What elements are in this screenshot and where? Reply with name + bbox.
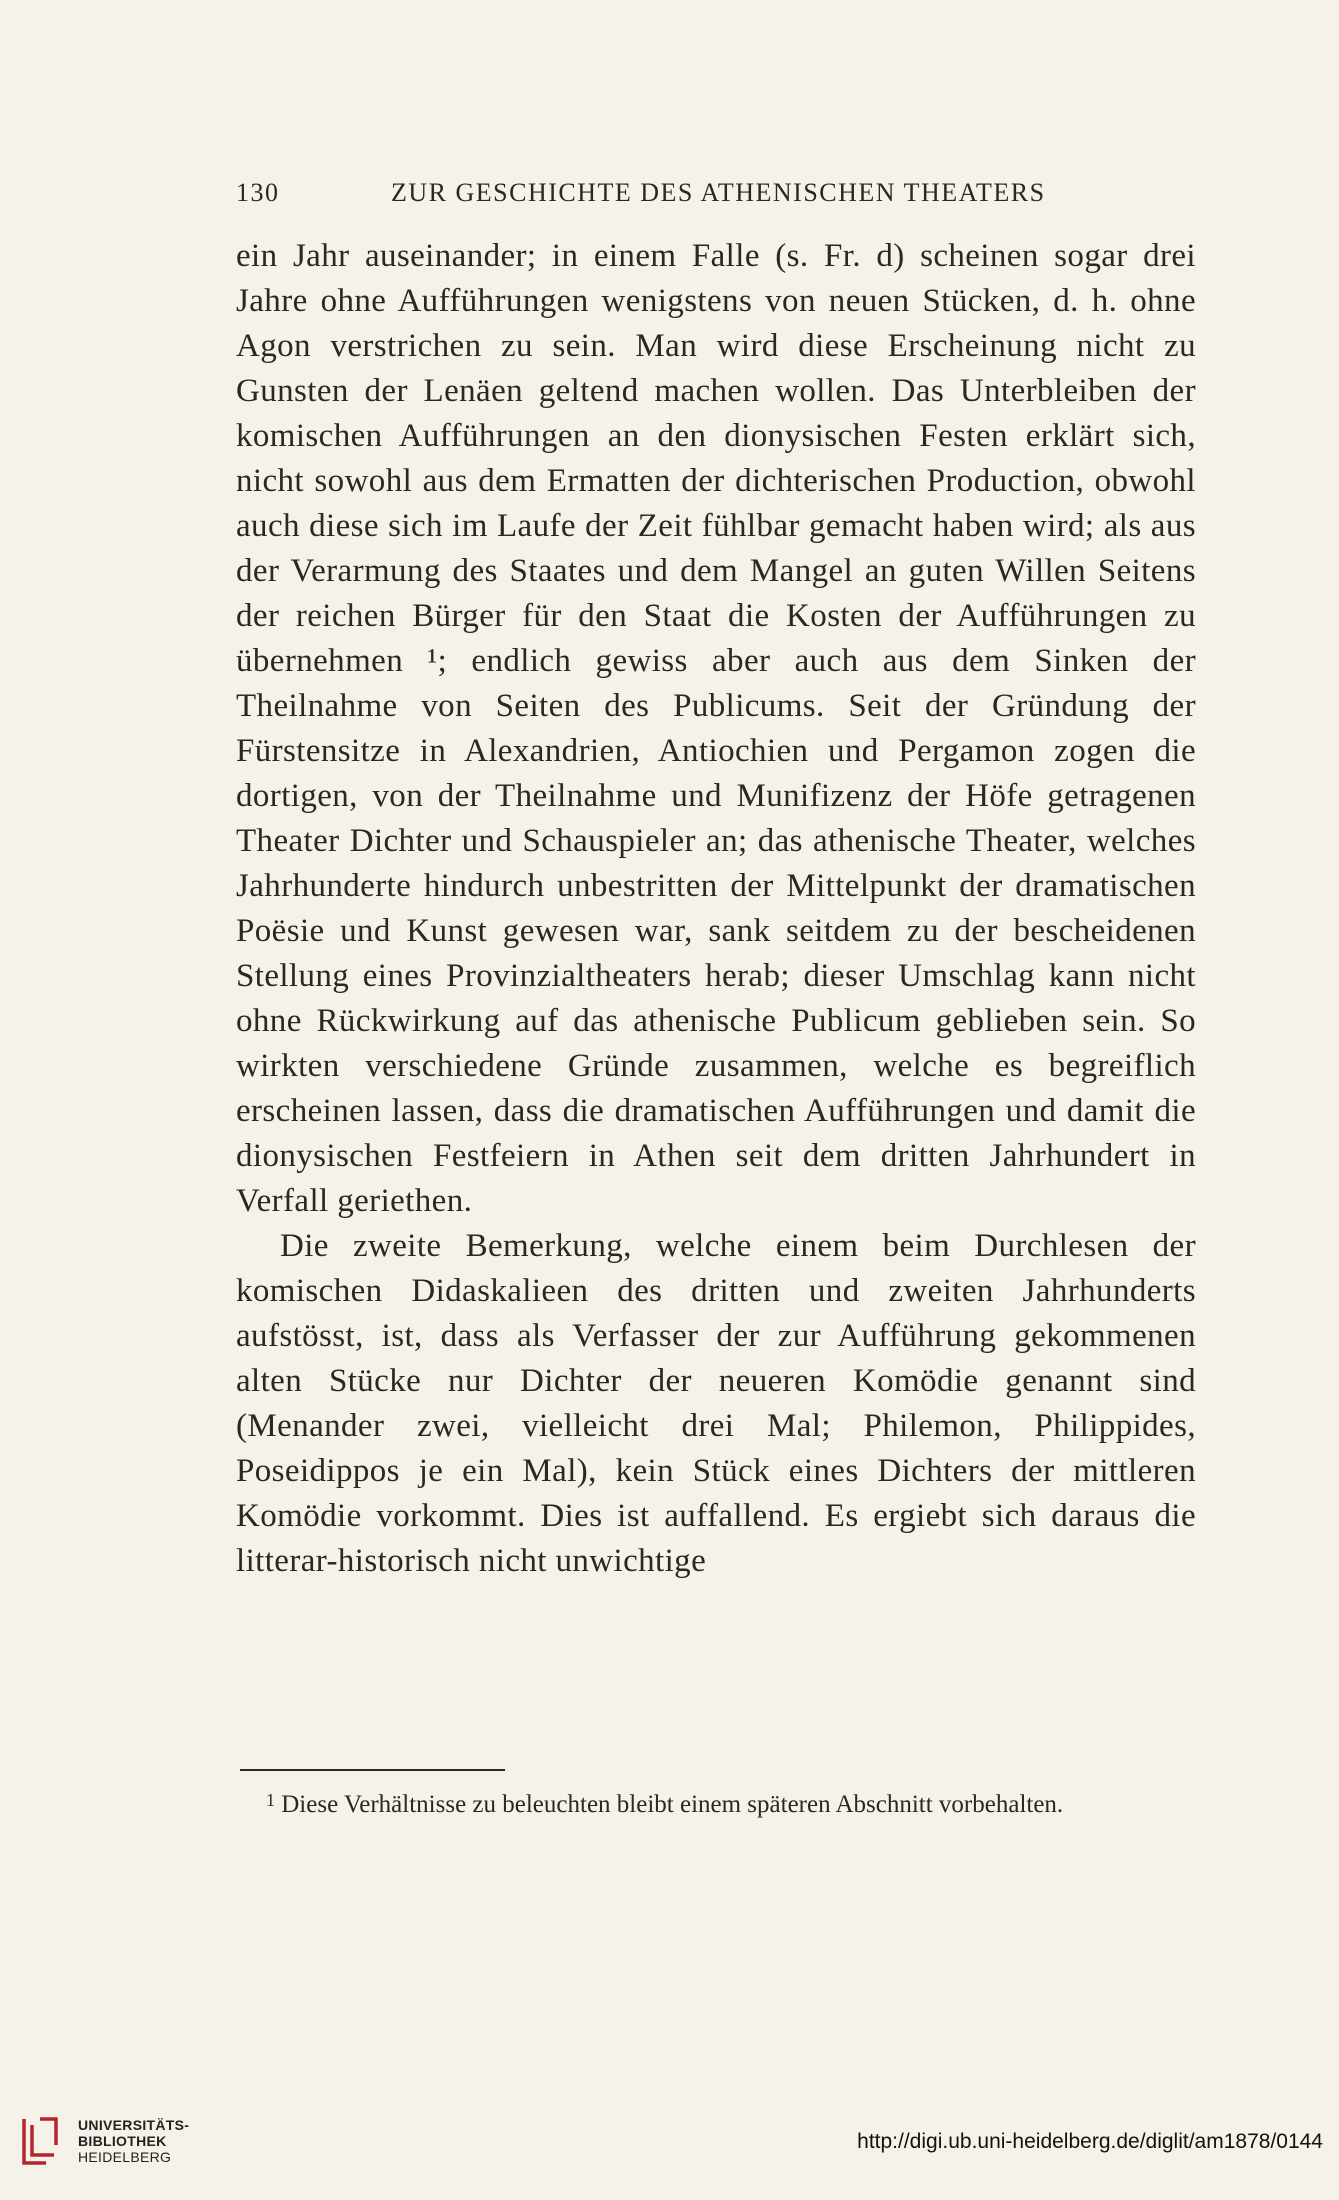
- paragraph-1: ein Jahr auseinander; in einem Falle (s. Fr. d) scheinen sogar drei Jahre ohne Aufführungen wenigstens von neuen Stücken, d. h. ohne Agon verstrichen zu sein. Man wird diese Erscheinung nicht zu Gunsten der Lenäen geltend machen wollen. Das Unterbleiben der komischen Aufführungen an den dionysischen Festen erklärt sich, nicht sowohl aus dem Ermatten der dichterischen Production, obwohl auch diese sich im Laufe der Zeit fühlbar gemacht haben wird; als aus der Verarmung des Staates und dem Mangel an guten Willen Seitens der reichen Bürger für den Staat die Kosten der Aufführungen zu übernehmen ¹; endlich gewiss aber auch aus dem Sinken der Theilnahme von Seiten des Publicums. Seit der Gründung der Fürstensitze in Alexandrien, Antiochien und Pergamon zogen die dortigen, von der Theilnahme und Munifizenz der Höfe getragenen Theater Dichter und Schauspieler an; das athenische Theater, welches Jahrhunderte hindurch unbestritten der Mittelpunkt der dramatischen Poësie und Kunst gewesen war, sank seitdem zu der bescheidenen Stellung eines Provinzialtheaters herab; dieser Umschlag kann nicht ohne Rückwirkung auf das athenische Publicum geblieben sein. So wirkten verschiedene Gründe zusammen, welche es begreiflich erscheinen lassen, dass die dramatischen Aufführungen und damit die dionysischen Festfeiern in Athen seit dem dritten Jahrhundert in Verfall geriethen.: [236, 238, 1196, 1219]
- running-title: ZUR GESCHICHTE DES ATHENISCHEN THEATERS: [391, 178, 1046, 207]
- logo-strokes: [24, 2119, 56, 2163]
- footnote: [236, 1783, 1196, 1822]
- library-name-line-1: UNIVERSITÄTS-: [78, 2117, 190, 2133]
- footnote-marker: 1: [266, 1790, 275, 1810]
- library-name-line-3: HEIDELBERG: [78, 2149, 172, 2165]
- footnote-divider: [240, 1769, 505, 1771]
- library-logo-icon: [16, 2115, 62, 2167]
- paragraph-2: Die zweite Bemerkung, welche einem beim Durchlesen der komischen Didaskalieen des dritten und zweiten Jahrhunderts aufstösst, ist, dass als Verfasser der zur Aufführung gekommenen alten Stücke nur Dichter der neueren Komödie genannt sind (Menander zwei, vielleicht drei Mal; Philemon, Philippides, Poseidippos je ein Mal), kein Stück eines Dichters der mittleren Komödie vorkommt. Dies ist auffallend. Es ergiebt sich daraus die litterar-historisch nicht unwichtige: [236, 1228, 1196, 1579]
- body-text: [236, 234, 1196, 1584]
- running-head: [236, 178, 1196, 218]
- page-number: 130: [236, 178, 280, 207]
- library-name: [78, 2117, 189, 2165]
- library-name-line-2: BIBLIOTHEK: [78, 2133, 167, 2149]
- footnote-text: Diese Verhältnisse zu beleuchten bleibt einem späteren Abschnitt vorbehalten.: [281, 1791, 1064, 1818]
- source-url-link[interactable]: http://digi.ub.uni-heidelberg.de/diglit/am1878/0144: [857, 2130, 1323, 2153]
